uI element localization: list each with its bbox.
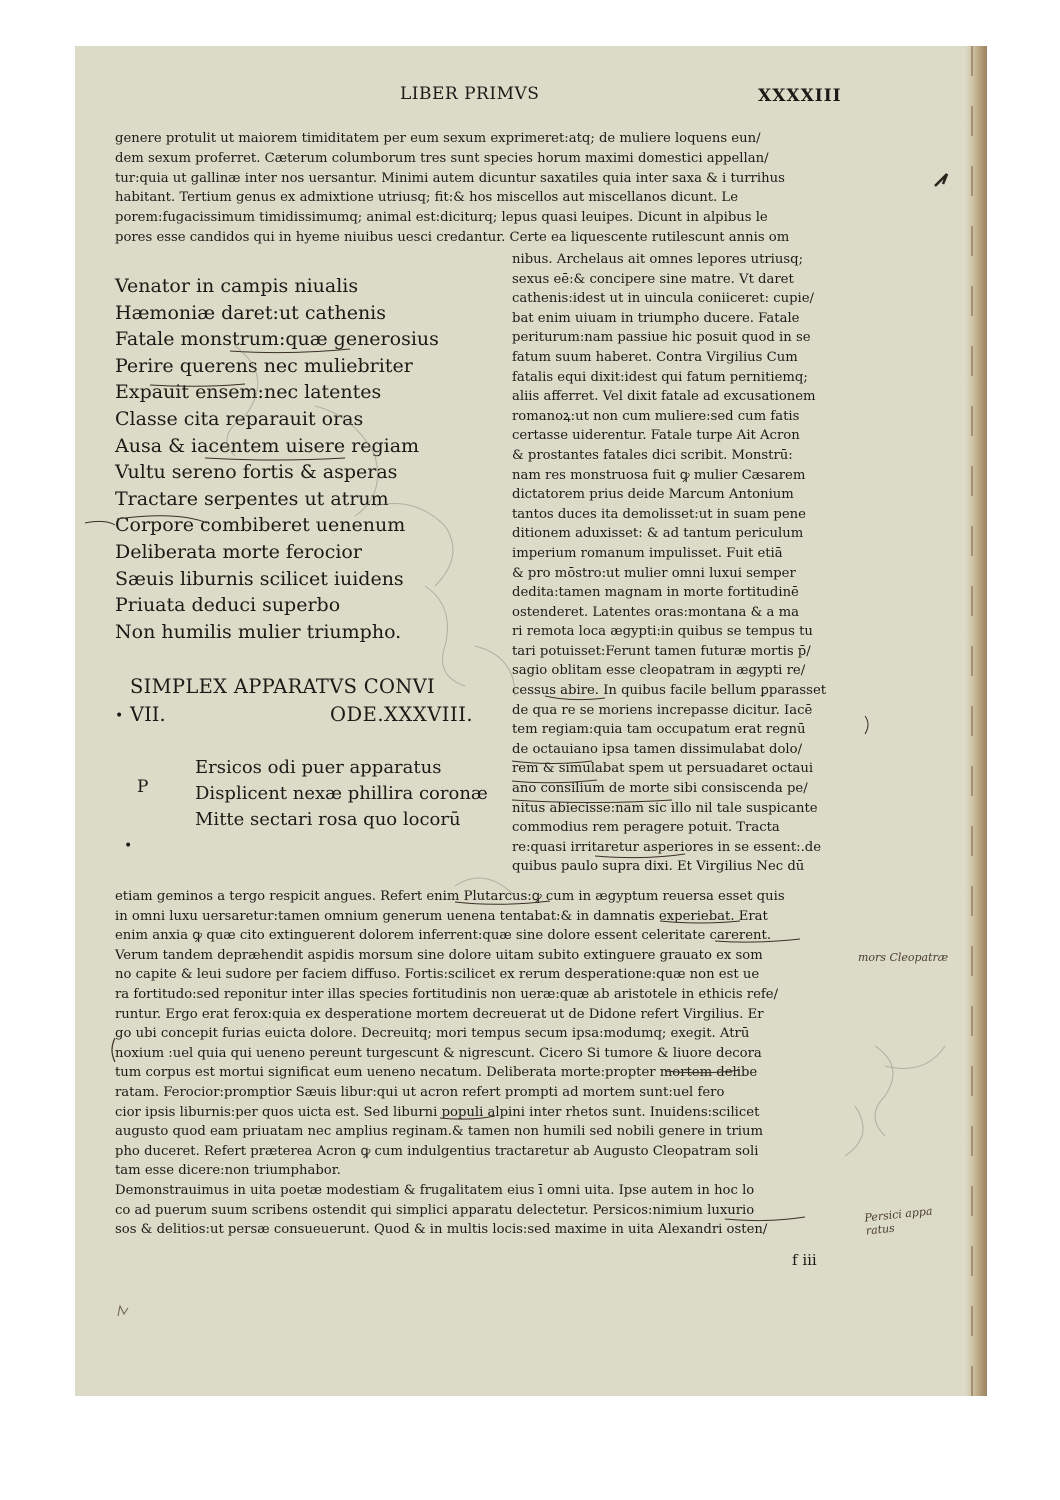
commentary-line: in omni luxu uersaretur:tamen omnium generum uenena tentabat:& in damnatis experiebat. Erat <box>115 908 768 924</box>
verse-line: Classe cita reparauit oras <box>115 407 364 430</box>
commentary-line: fatalis equi dixit:idest qui fatum pernitiemq; <box>512 369 808 385</box>
verse-line: Displicent nexæ phillira coronæ <box>195 783 488 804</box>
commentary-line: ano consilium de morte sibi consiscenda pe/ <box>512 781 808 797</box>
verse-line: Tractare serpentes ut atrum <box>115 487 389 510</box>
commentary-line: cior ipsis liburnis:per quos uicta est. Sed liburni populi alpini inter rhetos sunt. Inuidens:scilicet <box>115 1104 760 1120</box>
commentary-line: augusto quod eam priuatam nec amplius reginam.& tamen non humili sed nobili genere in trium <box>115 1124 763 1140</box>
bottom-commentary <box>115 887 785 1240</box>
page-edge-shadow <box>965 46 987 1396</box>
right-commentary <box>512 250 826 877</box>
commentary-line: commodius rem peragere potuit. Tracta <box>512 820 780 836</box>
commentary-line: cessus abire. In quibus facile bellum ꝑparasset <box>512 683 827 699</box>
commentary-line: imperium romanum impulisset. Fuit etiā <box>512 545 783 561</box>
commentary-line: & prostantes fatales dici scribit. Monstrū: <box>512 447 793 463</box>
verse-line: Fatale monstrum:quæ generosius <box>115 328 439 351</box>
commentary-line: certasse uiderentur. Fatale turpe Ait Acron <box>512 428 800 444</box>
margin-note-persici <box>864 1205 935 1238</box>
commentary-line: nitus abiecisse:nam sic illo nil tale suspicante <box>512 800 818 816</box>
commentary-line: runtur. Ergo erat ferox:quia ex desperatione mortem decreuerat ut de Didone refert Virgilius. Er <box>115 1006 764 1022</box>
ode-heading-continuation: VII. <box>130 703 166 726</box>
commentary-line: ri remota loca ægypti:in quibus se tempus tu <box>512 624 813 640</box>
margin-note-line: Persici appa <box>863 1204 934 1225</box>
bottom-scribble-mark <box>115 1302 139 1318</box>
guide-letter: P <box>137 777 149 797</box>
commentary-line: aliis afferret. Vel dixit fatale ad excusationem <box>512 389 816 405</box>
commentary-line: tari potuisset:Ferunt tamen futuræ mortis p̄/ <box>512 643 811 659</box>
commentary-line: nibus. Archelaus ait omnes lepores utriusq; <box>512 252 804 267</box>
commentary-line: habitant. Tertium genus ex admixtione utriusq; fit:& hos miscellos aut miscellanos dicunt. Le <box>115 190 738 206</box>
commentary-line: de qua re se moriens increpasse dicitur. Iacē <box>512 702 813 718</box>
commentary-line: dictatorem prius deide Marcum Antonium <box>512 487 794 503</box>
ode-number: ODE.XXXVIII. <box>330 703 474 726</box>
verse-line: Vultu sereno fortis & asperas <box>115 461 398 484</box>
folio-number: XXXXIII <box>758 86 842 106</box>
verse-line: Non humilis mulier triumpho. <box>115 620 402 643</box>
commentary-line: etiam geminos a tergo respicit angues. Refert enim Plutarcus:ꝙ cum in ægyptum reuersa esset quis <box>115 889 785 904</box>
commentary-line: cathenis:idest ut in uincula coniiceret: cupie/ <box>512 291 815 307</box>
commentary-line: co ad puerum suum scribens ostendit qui simplici apparatu delectetur. Persicos:nimium luxurio <box>115 1202 755 1218</box>
commentary-line: ra fortitudo:sed reponitur inter illas species fortitudinis non ueræ:quæ ab aristotele in ethicis refe/ <box>115 986 779 1002</box>
ode-verse-block <box>195 755 488 833</box>
verse-line: Expauit ensem:nec latentes <box>115 381 382 404</box>
commentary-line: tur:quia ut gallinæ inter nos uersantur. Minimi autem dicuntur saxatiles quia inter saxa & i turrihus <box>115 170 785 186</box>
commentary-line: Verum tandem depræhendit aspidis morsum sine dolore uitam subito extinguere grauato ex som <box>115 947 763 963</box>
ode-heading: SIMPLEX APPARATVS CONVI <box>130 675 436 698</box>
commentary-line: noxium :uel quia qui ueneno pereunt turgescunt & nigrescunt. Cicero Si tumore & liuore decora <box>115 1045 762 1061</box>
scanned-page <box>75 46 987 1396</box>
commentary-line: pores esse candidos qui in hyeme niuibus uesci credantur. Certe ea liquescente rutilescunt annis om <box>115 229 790 245</box>
verse-line: Corpore combiberet uenenum <box>115 514 406 537</box>
commentary-line: ratam. Ferocior:promptior Sæuis libur:qui ut acron refert prompti ad mortem sunt:uel fero <box>115 1084 725 1100</box>
margin-note-line: ratus <box>865 1221 896 1238</box>
verse-line: Priuata deduci superbo <box>115 594 341 617</box>
ink-dot: • <box>124 838 133 854</box>
commentary-line: bat enim uiuam in triumpho ducere. Fatale <box>512 310 800 326</box>
verse-line: Venator in campis niualis <box>115 275 359 297</box>
commentary-line: Demonstrauimus in uita poetæ modestiam & frugalitatem eius ī omni uita. Ipse autem in hoc lo <box>115 1182 755 1198</box>
commentary-line: enim anxia ꝙ quæ cito extinguerent dolorem inferrent:quæ sine dolore essent celeritate carerent. <box>115 928 772 944</box>
commentary-line: tantos duces ita demolisset:ut in suam pene <box>512 506 806 522</box>
verse-line: Hæmoniæ daret:ut cathenis <box>115 301 387 324</box>
commentary-line: fatum suum haberet. Contra Virgilius Cum <box>512 349 798 365</box>
commentary-line: & pro mōstro:ut mulier omni luxui semper <box>512 565 796 581</box>
verse-line: Ausa & iacentem uisere regiam <box>115 434 420 457</box>
commentary-line: tem regiam:quia tam occupatum erat regnū <box>512 722 806 738</box>
poem-verse-block <box>115 273 439 645</box>
verse-line: Ersicos odi puer apparatus <box>195 757 442 778</box>
commentary-line: genere protulit ut maiorem timiditatem per eum sexum exprimeret:atq; de muliere loquens eun/ <box>115 131 761 146</box>
pilcrow-mark: • <box>115 708 124 724</box>
top-commentary <box>115 129 789 248</box>
commentary-line: no capite & leui sudore per faciem diffuso. Fortis:scilicet ex rerum desperatione:quæ non est ue <box>115 967 760 983</box>
commentary-line: periturum:nam passiue hic posuit quod in se <box>512 330 811 346</box>
commentary-line: de octauiano ipsa tamen dissimulabat dolo/ <box>512 741 803 757</box>
commentary-line: tam esse dicere:non triumphabor. <box>115 1163 341 1179</box>
commentary-line: ostenderet. Latentes oras:montana & a ma <box>512 604 799 620</box>
commentary-line: rem & simulabat spem ut persuadaret octaui <box>512 761 814 777</box>
running-title: LIBER PRIMVS <box>400 84 540 104</box>
verse-line: Sæuis liburnis scilicet iuidens <box>115 567 404 590</box>
commentary-line: nam res monstruosa fuit ꝙ mulier Cæsarem <box>512 467 806 483</box>
verse-line: Deliberata morte ferocior <box>115 540 362 563</box>
verse-line: Mitte sectari rosa quo locorū <box>195 809 461 830</box>
verse-line: Perire querens nec muliebriter <box>115 354 413 377</box>
commentary-line: go ubi concepit furias euicta dolore. Decreuitq; mori tempus secum ipsa:modumq; exegit. Atrū <box>115 1026 750 1042</box>
commentary-line: pho duceret. Refert præterea Acron ꝙ cum indulgentius tractaretur ab Augusto Cleopatram soli <box>115 1143 759 1159</box>
commentary-line: romanoꝝ:ut non cum muliere:sed cum fatis <box>512 408 800 424</box>
commentary-line: porem:fugacissimum timidissimumq; animal est:diciturq; lepus quasi leuipes. Dicunt in alpibus le <box>115 210 768 226</box>
commentary-line: tum corpus est mortui significat eum ueneno necatum. Deliberata morte:propter mortem delibe <box>115 1065 758 1081</box>
signature-mark: f iii <box>792 1251 817 1269</box>
commentary-line: sos & delitios:ut persæ consueuerunt. Quod & in multis locis:sed maxime in uita Alexandri osten/ <box>115 1222 768 1238</box>
margin-note-cleopatra: mors Cleopatræ <box>858 951 949 964</box>
commentary-line: ditionem aduxisset: & ad tantum periculum <box>512 526 804 542</box>
commentary-line: re:quasi irritaretur asperiores in se essent:.de <box>512 839 822 855</box>
commentary-line: dedita:tamen magnam in morte fortitudinē <box>512 585 799 601</box>
commentary-line: dem sexum proferret. Cæterum columborum tres sunt species horum maximi domestici appellan/ <box>115 150 769 166</box>
commentary-line: sagio oblitam esse cleopatram in ægypti re/ <box>512 663 806 679</box>
commentary-line: quibus paulo supra dixi. Et Virgilius Nec dū <box>512 859 805 875</box>
commentary-line: sexus eē:& concipere sine matre. Vt daret <box>512 271 794 287</box>
